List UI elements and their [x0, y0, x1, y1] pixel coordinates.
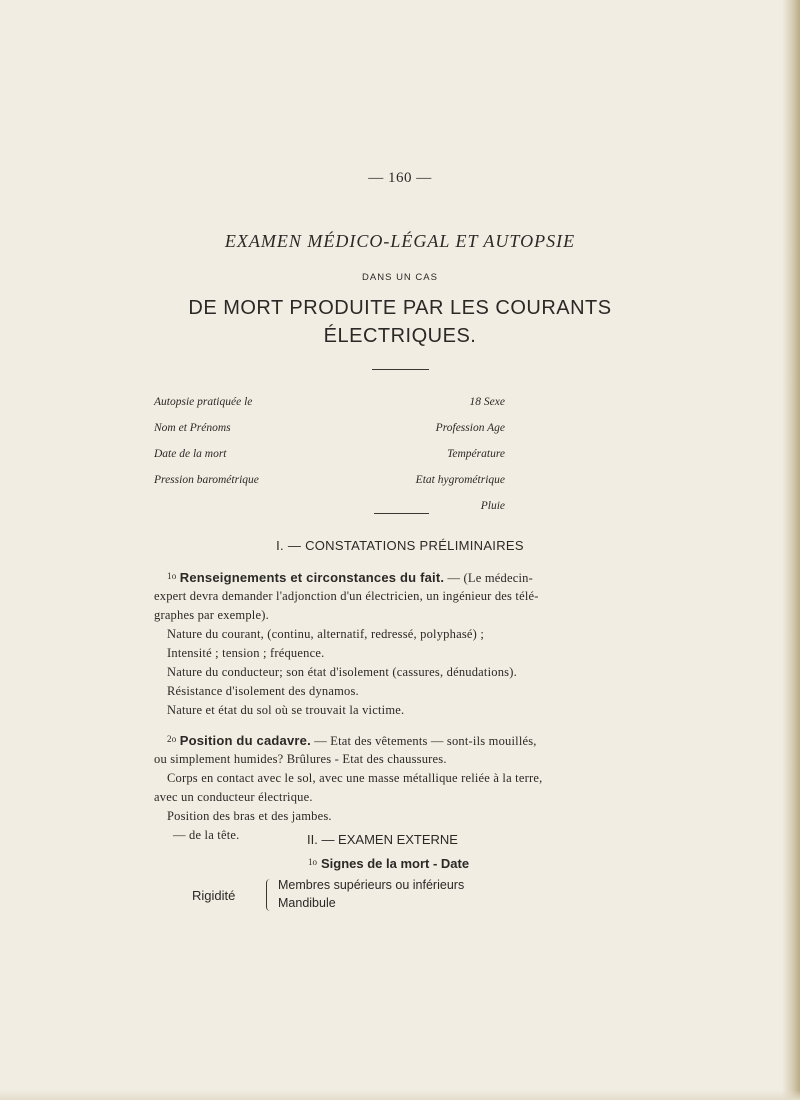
- item-number: 2o: [167, 734, 177, 744]
- section-2-item-1: [308, 855, 469, 873]
- section-2-heading: II. — EXAMEN EXTERNE: [307, 832, 458, 847]
- rigidite-item: Mandibule: [278, 896, 336, 910]
- form-field-date-mort: Date de la mort: [154, 448, 227, 460]
- body-text-line: expert devra demander l'adjonction d'un électricien, un ingénieur des télé-: [154, 589, 539, 603]
- body-text-line: Nature et état du sol où se trouvait la victime.: [167, 703, 405, 717]
- form-field-autopsie: Autopsie pratiquée le: [154, 396, 253, 408]
- body-text-line: — de la tête.: [173, 828, 240, 842]
- body-text-line: Nature du conducteur; son état d'isolement (cassures, dénudations).: [167, 665, 517, 679]
- body-text-line: Nature du courant, (continu, alternatif, redressé, polyphasé) ;: [167, 627, 485, 641]
- document-title-italic: EXAMEN MÉDICO-LÉGAL ET AUTOPSIE: [224, 231, 576, 251]
- body-text-line: ou simplement humides? Brûlures - Etat des chaussures.: [154, 752, 447, 766]
- item-title: Position du cadavre.: [179, 733, 311, 748]
- section-1-heading: I. — CONSTATATIONS PRÉLIMINAIRES: [276, 538, 524, 553]
- body-text-line: graphes par exemple).: [154, 608, 269, 622]
- form-field-profession-age: Profession Age: [435, 422, 505, 434]
- item-number: 1o: [308, 857, 317, 867]
- brace-bracket: [266, 879, 273, 911]
- form-field-nom: Nom et Prénoms: [154, 422, 231, 434]
- section-1-item-1-first-line: [167, 570, 533, 586]
- item-text: — (Le médecin-: [444, 571, 533, 585]
- form-field-hygrometrique: Etat hygrométrique: [415, 474, 505, 486]
- rigidite-item: Membres supérieurs ou inférieurs: [278, 878, 465, 892]
- title-separator-rule: [372, 369, 429, 370]
- item-title: Renseignements et circonstances du fait.: [179, 570, 445, 585]
- body-text-line: Intensité ; tension ; fréquence.: [167, 646, 325, 660]
- page-bottom-edge: [0, 1090, 800, 1100]
- page-number: — 160 —: [368, 170, 432, 186]
- item-text: — Etat des vêtements — sont-ils mouillés,: [310, 734, 537, 748]
- document-subtitle-small: DANS UN CAS: [362, 272, 438, 283]
- body-text-line: Corps en contact avec le sol, avec une masse métallique reliée à la terre,: [167, 771, 543, 785]
- form-separator-rule: [374, 513, 429, 514]
- form-field-pluie: Pluie: [480, 500, 505, 512]
- form-field-temperature: Température: [447, 448, 505, 460]
- item-number: 1o: [167, 571, 177, 581]
- form-field-sexe: 18 Sexe: [469, 396, 505, 408]
- section-1-item-2-first-line: [167, 733, 537, 749]
- document-title-line-2: ÉLECTRIQUES.: [323, 325, 477, 347]
- body-text-line: avec un conducteur électrique.: [154, 790, 313, 804]
- form-field-pression: Pression barométrique: [154, 474, 259, 486]
- rigidite-label: Rigidité: [192, 888, 236, 903]
- item-title: Signes de la mort - Date: [321, 856, 470, 871]
- body-text-line: Position des bras et des jambes.: [167, 809, 332, 823]
- body-text-line: Résistance d'isolement des dynamos.: [167, 684, 359, 698]
- document-title-line-1: DE MORT PRODUITE PAR LES COURANTS: [188, 297, 612, 319]
